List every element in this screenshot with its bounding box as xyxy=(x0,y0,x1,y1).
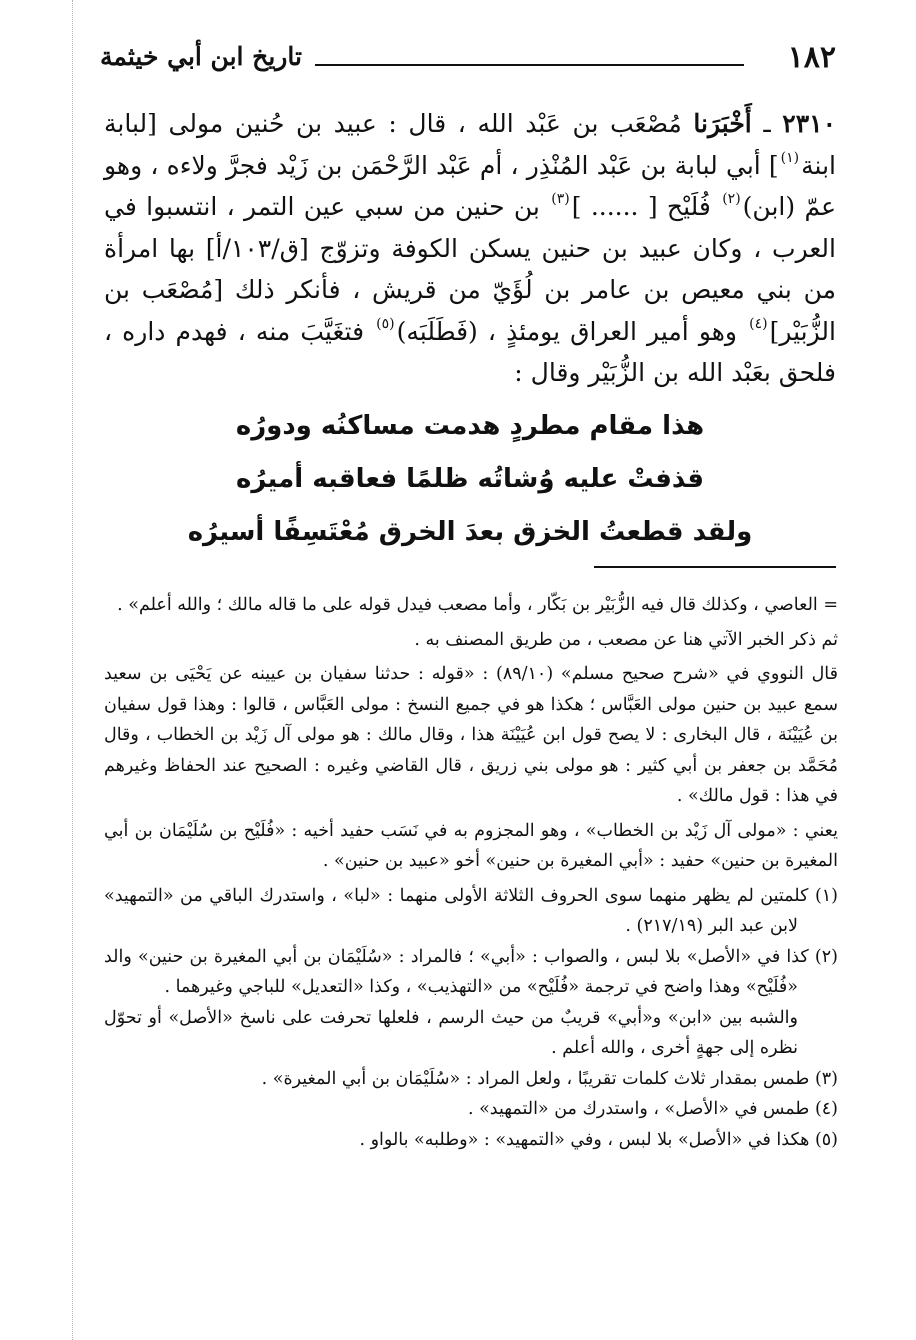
footnote-text: كلمتين لم يظهر منهما سوى الحروف الثلاثة الأولى منهما : «لبا» ، واستدرك الباقي من «التمهيد» لابن عبد البر (٢١٧/١٩) . xyxy=(104,885,809,936)
footnote-ref-4: (٤) xyxy=(749,315,768,332)
footnote-number: (٤) xyxy=(814,1099,838,1119)
hadith-dash: ـ xyxy=(751,109,783,138)
footnote-number: (٥) xyxy=(814,1129,838,1150)
verse-line: هذا مقام مطردٍ هدمت مساكنُه ودورُه xyxy=(235,411,705,441)
footnote-5 xyxy=(104,1125,838,1156)
footnote-text: طمس بمقدار ثلاث كلمات تقريبًا ، ولعل المراد : «سُلَيْمَان بن أبي المغيرة» . xyxy=(261,1068,810,1089)
footnote-3 xyxy=(104,1064,838,1095)
footnote-text: كذا في «الأصل» بلا لبس ، والصواب : «أبي» ؛ فالمراد : «سُلَيْمَان بن أبي المغيرة بن حنين» والد «فُلَيْح» وهذا واضح في ترجمة «فُلَيْح» من «التهذيب» ، وكذا «التعديل» للباجي وغيرهما . xyxy=(104,946,809,997)
footnote-number: (٣) xyxy=(814,1068,838,1089)
hadith-text-2: ] أبي لبابة بن عَبْد المُنْذِر ، أم عَبْد الرَّحْمَن بن زَيْد فجرَّ ولاءه ، وهو عمّ (ابن) xyxy=(104,150,836,221)
footnotes-separator xyxy=(594,566,836,568)
hadith-paragraph xyxy=(104,103,836,394)
hadith-text-5: وهو أمير العراق يومئذٍ ، (فَطَلَبَه) xyxy=(396,316,748,346)
book-title: تاريخ ابن أبي خيثمة xyxy=(100,42,302,71)
footnotes xyxy=(104,590,838,1155)
footnote-continuation: قال النووي في «شرح صحيح مسلم» (٨٩/١٠) : «قوله : حدثنا سفيان بن عيينه عن يَحْيَى بن سعيد سمع عبيد بن حنين مولى العَبَّاس ؛ هكذا هو في جميع النسخ : مولى العَبَّاس ، قالوا : وهذا قول سفيان بن عُيَيْنَة ، قال البخارى : لا يصح قول ابن عُيَيْنَة هذا ، وقال مالك : هو مولى آل زَيْد بن الخطاب ، وقال مُحَمَّد بن جعفر بن أبي كثير : هو مولى بني زريق ، قال القاضي وغيره : الصحيح عند الحفاظ وغيرهم في هذا : قول مالك» . xyxy=(104,664,838,806)
footnote-ref-3: (٣) xyxy=(551,191,570,207)
akhbarana-word: أَخْبَرَنا xyxy=(693,109,752,138)
hadith-number: ٢٣١٠ xyxy=(782,109,836,138)
hadith-text-4: بن حنين من سبي عين التمر ، انتسبوا في العرب ، وكان عبيد بن حنين يسكن الكوفة وتزوّج [ق/١٠٣/أ] بها امرأة من بني معيص بن عامر بن لُؤَيّ من قريش ، فأنكر ذلك [مُصْعَب بن الزُّبَيْر] xyxy=(104,192,836,346)
header-rule xyxy=(315,64,744,66)
footnote-text: هكذا في «الأصل» بلا لبس ، وفي «التمهيد» : «وطلبه» بالواو . xyxy=(359,1129,810,1150)
footnote-continuation: = العاصي ، وكذلك قال فيه الزُّبَيْر بن بَكّار ، وأما مصعب فيدل قوله على ما قاله مالك ؛ والله أعلم» . xyxy=(117,595,838,615)
main-text xyxy=(104,103,836,394)
footnote-continuation: ثم ذكر الخبر الآتي هنا عن مصعب ، من طريق المصنف به . xyxy=(414,629,838,650)
page-number: ١٨٢ xyxy=(787,40,836,75)
hadith-text-3: فُلَيْح [ ...... ] xyxy=(571,192,721,221)
footnote-continuation: يعني : «مولى آل زَيْد بن الخطاب» ، وهو المجزوم به في نَسَب حفيد أخيه : «فُلَيْح بن سُلَيْمَان بن أبي المغيرة بن حنين» حفيد : «أبي المغيرة بن حنين» أخو «عبيد بن حنين» . xyxy=(104,820,838,871)
page-header xyxy=(100,38,836,78)
footnote-2-continued: والشبه بين «ابن» و«أبي» قريبٌ من حيث الرسم ، فلعلها تحرفت على ناسخ «الأصل» أو تحوّل نظره إلى جهةٍ أخرى ، والله أعلم . xyxy=(104,1007,798,1058)
poetry-verses xyxy=(104,400,836,559)
footnote-ref-2: (٢) xyxy=(722,191,741,207)
footnote-2 xyxy=(104,942,838,1003)
footnote-ref-1: (١) xyxy=(780,149,800,166)
footnote-number: (١) xyxy=(814,885,838,906)
hadith-text-1: مُصْعَب بن عَبْد الله ، قال : عبيد بن حُنين مولى [لبابة ابنة xyxy=(104,109,836,180)
footnote-text: طمس في «الأصل» ، واستدرك من «التمهيد» . xyxy=(467,1099,810,1119)
verse-line: ولقد قطعتُ الخزق بعدَ الخرق مُعْتَسِفًا أسيرُه xyxy=(187,517,753,547)
footnote-ref-5: (٥) xyxy=(376,315,395,332)
footnote-1 xyxy=(104,881,838,942)
verse-line: قذفتْ عليه وُشاتُه ظلمًا فعاقبه أميرُه xyxy=(236,464,704,494)
hadith-text-6: فتغَيَّبَ منه ، فهدم داره ، فلحق بعَبْد الله بن الزُّبَيْر وقال : xyxy=(104,316,836,387)
footnote-number: (٢) xyxy=(814,946,838,967)
footnote-4 xyxy=(104,1094,838,1125)
scan-edge-dots xyxy=(72,0,73,1340)
